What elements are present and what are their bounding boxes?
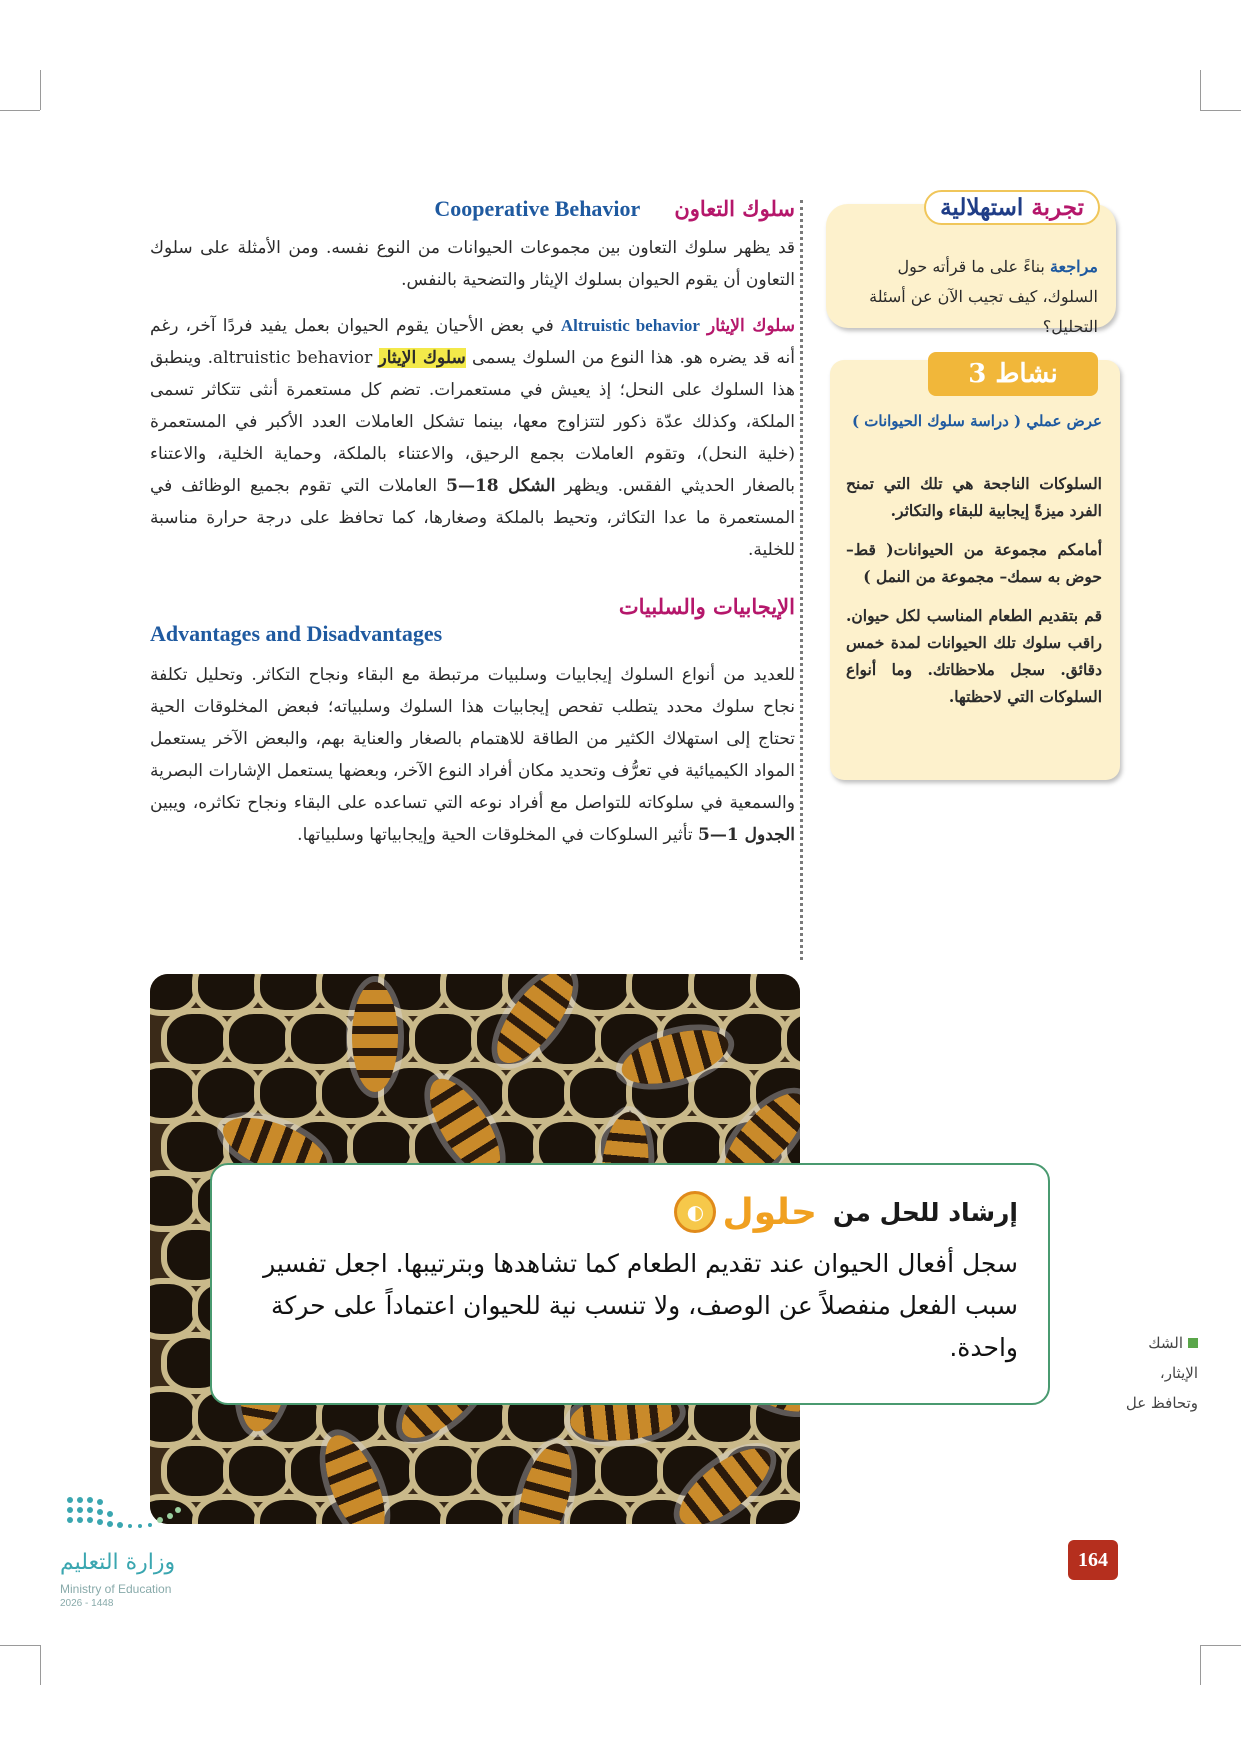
section-heading-cooperative	[150, 196, 795, 222]
honeycomb-cell	[223, 1008, 293, 1070]
paragraph-advantages	[150, 659, 795, 851]
section-heading-advantages-ar: الإيجابيات والسلبيات	[618, 594, 795, 619]
honeycomb-cell	[409, 1440, 479, 1502]
honeycomb-cell	[719, 1008, 789, 1070]
activity-heading: نشاط 3	[928, 352, 1098, 396]
launch-lab-title-b: استهلالية	[940, 194, 1024, 221]
paragraph-altruistic-text-a: في بعض الأحيان يقوم الحيوان بعمل يفيد فردًا آخر، رغم أنه قد يضره هو. هذا النوع من السلوك يسمى	[150, 316, 796, 368]
brand-word: حلول	[722, 1191, 817, 1233]
ministry-year: 2026 - 1448	[60, 1598, 114, 1609]
term-altruistic-ar: سلوك الإيثار	[707, 316, 795, 336]
launch-lab-text	[838, 252, 1098, 342]
paragraph-altruistic-text-c: العاملات التي تقوم بجميع الوظائف في المستعمرة ما عدا التكاثر، وتحيط بالملكة وصغارها، كما تحافظ على درجة حرارة مناسبة للخلية.	[150, 476, 795, 560]
solution-hint-box	[210, 1163, 1050, 1405]
crop-mark	[1200, 1645, 1201, 1685]
ministry-arabic: وزارة التعليم	[60, 1550, 176, 1575]
caption-marker-icon	[1188, 1338, 1198, 1348]
activity-subtitle: عرض عملي ( دراسة سلوك الحيوانات )	[851, 412, 1102, 430]
activity-paragraph-2: أمامكم مجموعة من الحيوانات( قط– حوض به سمك– مجموعة من النمل )	[846, 540, 1102, 586]
section-heading-advantages-en: Advantages and Disadvantages	[150, 621, 443, 646]
page-number: 164	[1068, 1540, 1118, 1580]
term-altruistic-en: Altruistic behavior	[560, 316, 700, 335]
caption-line-3: وتحافظ عل	[1125, 1394, 1198, 1412]
honeycomb-cell	[781, 1440, 800, 1502]
crop-mark	[0, 1645, 40, 1646]
crop-mark	[40, 1645, 41, 1685]
bee	[352, 982, 398, 1092]
honeycomb-cell	[502, 1062, 572, 1124]
paragraph-altruistic-text-b: altruistic behavior. وينطبق هذا السلوك على النحل؛ إذ يعيش في مستعمرات. تضم كل مستعمرة أنثى تتكاثر تسمى الملكة، وكذلك عدّة ذكور لتتزاوج معها، بينما تشكل العاملات العدد الأكبر في المستعمرة (خلية النحل)، وتقوم العاملات بجمع الرحيق، والاعتناء بالملكة، وحماية الخلية، والاعتناء بالصغار الحديثي الفقس. ويظهر	[150, 348, 795, 496]
honeycomb-cell	[409, 1008, 479, 1070]
highlighted-term: سلوك الإيثار	[378, 348, 466, 368]
honeycomb-cell	[161, 1008, 231, 1070]
honeycomb-cell	[781, 1008, 800, 1070]
activity-paragraph-1: السلوكات الناجحة هي تلك التي تمنح الفرد ميزةً إيجابية للبقاء والتكاثر.	[846, 474, 1102, 520]
launch-lab-title-a: تجربة	[1031, 194, 1084, 221]
crop-mark	[0, 110, 40, 111]
hint-header	[242, 1191, 1018, 1233]
paragraph-advantages-text-b: تأثير السلوكات في المخلوقات الحية وإيجابياتها وسلبياتها.	[297, 825, 693, 845]
brand-logo	[674, 1191, 816, 1233]
honeycomb-cell	[192, 1062, 262, 1124]
paragraph-advantages-text-a: للعديد من أنواع السلوك إيجابيات وسلبيات مرتبطة مع البقاء ونجاح التكاثر. وتحليل تكلفة نجاح سلوك محدد يتطلب تفحص إيجابيات هذا السلوك وسلبياته؛ فبعض المخلوقات الحية تحتاج إلى استهلاك الكثير من الطاقة للاهتمام بالصغار والعناية بهم، والبعض الآخر يستعمل المواد الكيميائية في تعرُّف وتحديد مكان أفراد النوع الآخر، وبعضها يستعمل الإشارات البصرية والسمعية في سلوكاته للتواصل مع أفراد نوعه التي تساعده على البقاء ونجاح تكاثره، ويبين	[150, 665, 795, 813]
honeycomb-cell	[595, 1440, 665, 1502]
launch-lab-title	[924, 190, 1100, 225]
launch-lab-box	[826, 194, 1116, 336]
figure-reference: الشكل 18—5	[446, 476, 556, 496]
ministry-english: Ministry of Education	[60, 1582, 172, 1596]
heading-arabic: سلوك التعاون	[674, 196, 795, 221]
caption-line-1	[1088, 1328, 1198, 1358]
honeycomb-cell	[254, 1062, 324, 1124]
heading-english: Cooperative Behavior	[434, 196, 641, 221]
table-reference: الجدول 1—5	[698, 825, 795, 845]
activity-paragraph-3: قم بتقديم الطعام المناسب لكل حيوان. راقب سلوك تلك الحيوانات لمدة خمس دقائق. سجل ملاحظاتك. وما أنواع السلوكات التي لاحظتها.	[846, 606, 1102, 706]
figure-caption	[1088, 1328, 1198, 1418]
caption-line-2: الإيثار،	[1159, 1364, 1198, 1382]
brand-logo-icon: ◐	[674, 1191, 716, 1233]
crop-mark	[40, 70, 41, 110]
crop-mark	[1200, 1645, 1241, 1646]
paragraph-altruistic	[150, 310, 795, 566]
review-text: بناءً على ما قرأته حول السلوك، كيف تجيب الآن عن أسئلة التحليل؟	[869, 257, 1098, 336]
main-column	[150, 196, 795, 851]
honeycomb-cell	[285, 1008, 355, 1070]
hint-title: إرشاد للحل من	[832, 1197, 1018, 1227]
ministry-dots-icon	[60, 1490, 230, 1540]
hint-text: سجل أفعال الحيوان عند تقديم الطعام كما تشاهدها وبترتيبها. اجعل تفسير سبب الفعل منفصلاً عن الوصف، ولا تنسب نية للحيوان اعتماداً على حركة واحدة.	[263, 1249, 1018, 1362]
column-divider	[800, 200, 803, 960]
activity-box	[830, 360, 1120, 780]
activity-body	[846, 470, 1102, 722]
paragraph-cooperative: قد يظهر سلوك التعاون بين مجموعات الحيوانات من النوع نفسه. ومن الأمثلة على سلوك التعاون أن يقوم الحيوان بسلوك الإيثار والتضحية بالنفس.	[150, 238, 795, 290]
caption-text-1: الشك	[1148, 1334, 1183, 1352]
honeycomb-cell	[223, 1440, 293, 1502]
crop-mark	[1200, 70, 1201, 110]
review-label: مراجعة	[1049, 257, 1098, 276]
crop-mark	[1200, 110, 1241, 111]
